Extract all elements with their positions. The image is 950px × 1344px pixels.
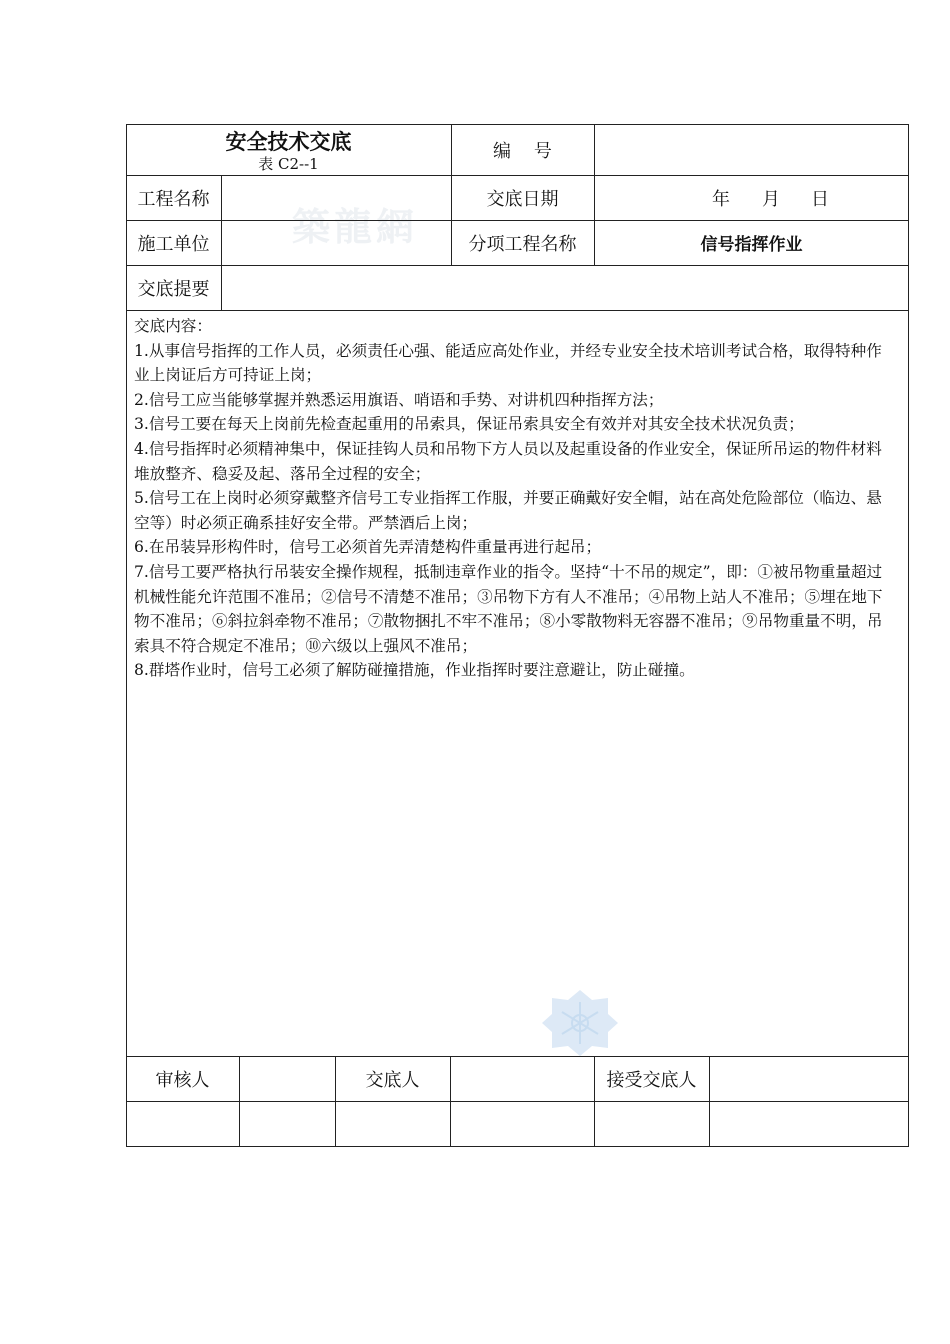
- border-bottom: [126, 1146, 909, 1147]
- reviewer-label: 审核人: [155, 1069, 210, 1091]
- project-name-value[interactable]: [221, 175, 451, 220]
- date-day: 日: [811, 188, 829, 210]
- watermark-text: 築龍網: [292, 204, 419, 249]
- briefing-content: [134, 314, 894, 683]
- content-item-4: 4.信号指挥时必须精神集中，保证挂钩人员和吊物下方人员以及起重设备的作业安全，保证所吊运的物件材料堆放整齐、稳妥及起、落吊全过程的安全；: [134, 439, 882, 483]
- construction-unit-value[interactable]: [221, 220, 451, 265]
- sub-project-value: 信号指挥作业: [700, 235, 803, 255]
- receiver-value[interactable]: [709, 1056, 909, 1101]
- content-item-7: 7.信号工要严格执行吊装安全操作规程，抵制违章作业的指令。坚持“十不吊的规定”，即：①被吊物重量超过机械性能允许范围不准吊；②信号不清楚不准吊；③吊物下方有人不准吊；④吊物上站人不准吊；⑤埋在地下物不准吊；⑥斜拉斜牵物不准吊；⑦散物捆扎不牢不准吊；⑧小零散物料无容器不准吊；⑨吊物重量不明，吊索具不符合规定不准吊；⑩六级以上强风不准吊；: [134, 562, 883, 655]
- content-item-8: 8.群塔作业时，信号工必须了解防碰撞措施，作业指挥时要注意避让，防止碰撞。: [134, 661, 695, 680]
- summary-label: 交底提要: [137, 278, 210, 300]
- content-item-1: 1.从事信号指挥的工作人员，必须责任心强、能适应高处作业，并经专业安全技术培训考试合格，取得特种作业上岗证后方可持证上岗；: [134, 341, 882, 385]
- form-number-code: 表 C2--1: [258, 155, 319, 173]
- sub-project-label: 分项工程名称: [468, 233, 577, 255]
- construction-unit-label: 施工单位: [137, 233, 210, 255]
- presenter-value[interactable]: [450, 1056, 594, 1101]
- summary-value[interactable]: [221, 265, 909, 310]
- date-label: 交底日期: [486, 188, 559, 210]
- project-name-label: 工程名称: [137, 188, 210, 210]
- date-year: 年: [712, 188, 730, 210]
- row-divider-6: [126, 1101, 909, 1102]
- content-item-6: 6.在吊装异形构件时，信号工必须首先弄清楚构件重量再进行起吊；: [134, 538, 602, 557]
- content-item-2: 2.信号工应当能够掌握并熟悉运用旗语、哨语和手势、对讲机四种指挥方法；: [134, 390, 664, 409]
- content-item-3: 3.信号工要在每天上岗前先检查起重用的吊索具，保证吊索具安全有效并对其安全技术状况负责；: [134, 415, 804, 434]
- date-value[interactable]: [594, 175, 909, 220]
- form-title: 安全技术交底: [225, 130, 352, 154]
- number-label: 编 号: [493, 140, 552, 162]
- number-value[interactable]: [594, 124, 909, 175]
- content-heading: 交底内容：: [134, 317, 212, 335]
- content-item-5: 5.信号工在上岗时必须穿戴整齐信号工专业指挥工作服，并要正确戴好安全帽，站在高处危险部位（临边、悬空等）时必须正确系挂好安全带。严禁酒后上岗；: [134, 489, 882, 532]
- presenter-label: 交底人: [365, 1069, 420, 1091]
- reviewer-value[interactable]: [239, 1056, 335, 1101]
- row-divider-4: [126, 310, 909, 311]
- date-month: 月: [762, 188, 780, 210]
- receiver-label: 接受交底人: [606, 1069, 697, 1091]
